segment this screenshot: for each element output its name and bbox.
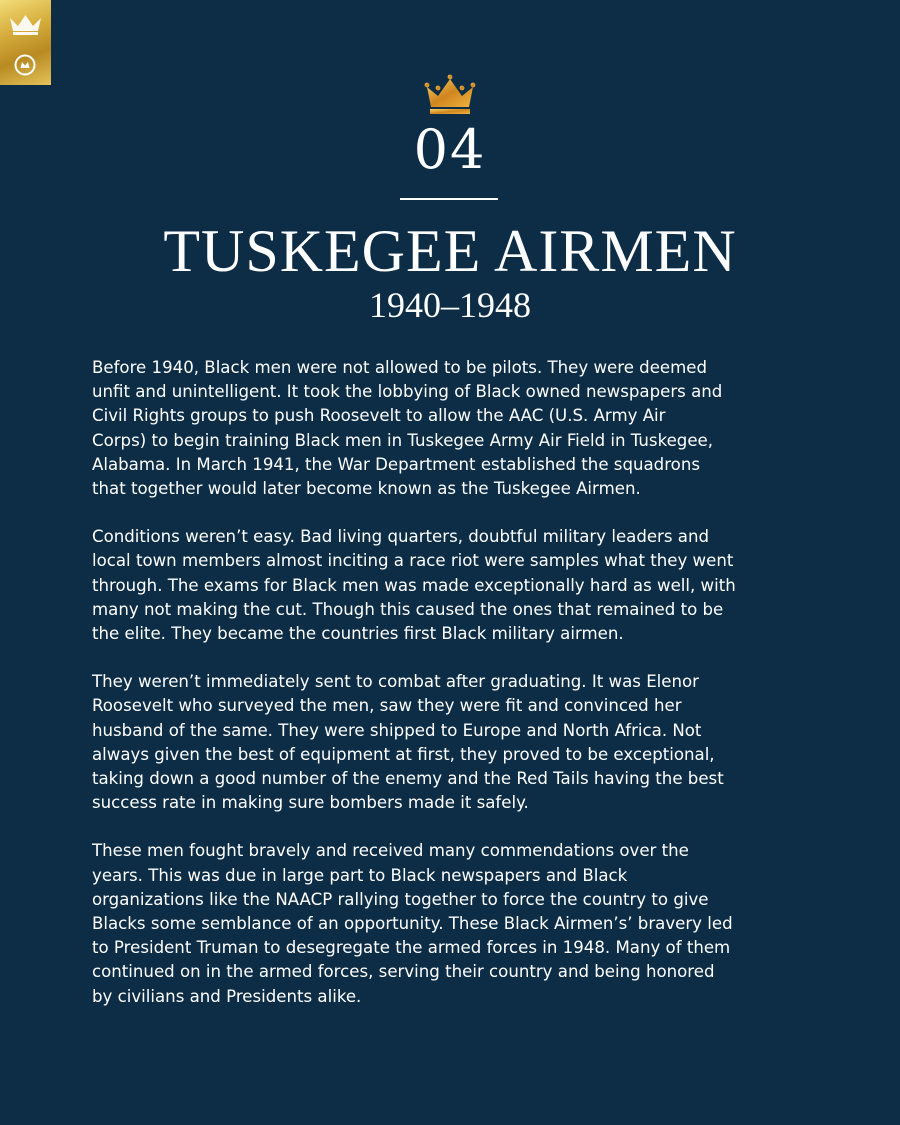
- paragraph: Before 1940, Black men were not allowed to be pilots. They were deemed unfit and unintelligent. It took the lobbying of Black owned newspapers and Civil Rights groups to push Roosevelt to allow the AAC (U.S. Army Air Corps) to begin training Black men in Tuskegee Army Air Field in Tuskegee, Alabama. In March 1941, the War Department established the squadrons that together would later become known as the Tuskegee Airmen.: [92, 358, 723, 499]
- title-divider: [400, 198, 498, 200]
- crown-icon: [9, 14, 42, 36]
- section-number: 04: [413, 118, 487, 181]
- corner-badge: [0, 0, 51, 85]
- seal-icon: [14, 54, 36, 76]
- year-range: 1940–1948: [369, 285, 531, 325]
- crown-icon: [424, 74, 476, 116]
- paragraph: Conditions weren’t easy. Bad living quarters, doubtful military leaders and local town members almost inciting a race riot were samples what they went through. The exams for Black men was made exceptionally hard as well, with many not making the cut. Though this caused the ones that remained to be the elite. They became the countries first Black military airmen.: [92, 527, 736, 644]
- article-body: [92, 356, 808, 1033]
- page-title: TUSKEGEE AIRMEN: [163, 218, 737, 284]
- paragraph: They weren’t immediately sent to combat after graduating. It was Elenor Roosevelt who surveyed the men, saw they were fit and convinced her husband of the same. They were shipped to Europe and North Africa. Not always given the best of equipment at first, they proved to be exceptional, taking down a good number of the enemy and the Red Tails having the best success rate in making sure bombers made it safely.: [92, 672, 724, 813]
- paragraph: These men fought bravely and received many commendations over the years. This was due in large part to Black newspapers and Black organizations like the NAACP rallying together to force the country to give Blacks some semblance of an opportunity. These Black Airmen’s’ bravery led to President Truman to desegregate the armed forces in 1948. Many of them continued on in the armed forces, serving their country and being honored by civilians and Presidents alike.: [92, 841, 733, 1006]
